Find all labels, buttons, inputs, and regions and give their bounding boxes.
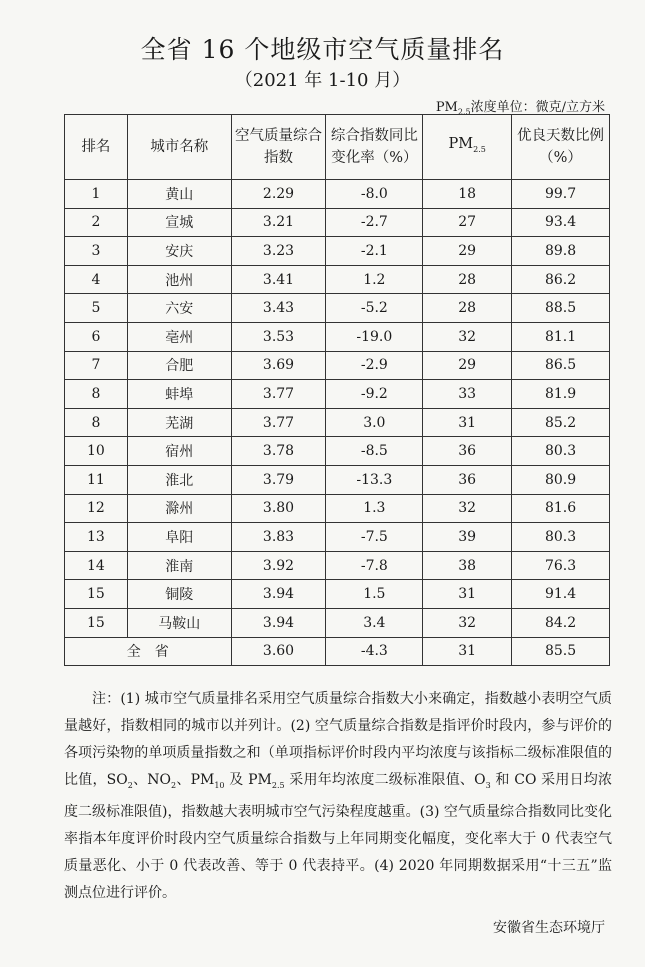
header-city: 城市名称 xyxy=(127,115,231,180)
cell-city: 淮北 xyxy=(127,465,231,494)
cell-index: 3.69 xyxy=(231,351,326,380)
cell-index: 3.23 xyxy=(231,237,326,266)
table-row xyxy=(65,551,610,580)
cell-change: -7.5 xyxy=(326,523,423,552)
cell-good-days: 86.2 xyxy=(512,265,610,294)
cell-good-days: 85.2 xyxy=(512,408,610,437)
cell-rank: 13 xyxy=(65,523,128,552)
cell-pm25: 39 xyxy=(423,523,512,552)
cell-index: 2.29 xyxy=(231,180,326,209)
cell-city: 池州 xyxy=(127,265,231,294)
table-row xyxy=(65,465,610,494)
cell-good-days: 84.2 xyxy=(512,608,610,637)
cell-city: 宿州 xyxy=(127,437,231,466)
cell-good-days: 99.7 xyxy=(512,180,610,209)
cell-change: -7.8 xyxy=(326,551,423,580)
total-index: 3.60 xyxy=(231,637,326,666)
table-row xyxy=(65,322,610,351)
cell-index: 3.77 xyxy=(231,380,326,409)
cell-good-days: 89.8 xyxy=(512,237,610,266)
notes-paragraph: 注：(1) 城市空气质量排名采用空气质量综合指数大小来确定，指数越小表明空气质量越好，指数相同的城市以并列计。(2) 空气质量综合指数是指评价时段内，参与评价的各项污染物的单项质量指数之和（单项指标评价时段内平均浓度与该指标二级标准限值的比值，$SO_2$、$NO_2$、$PM_{10}$ 及 $PM_{2.5}$ 采用年均浓度二级标准限值、$O_3$ 和 CO 采用日均浓度二级标准限值)，指数越大表明城市空气污染程度越重。(3) 空气质量综合指数同比变化率指本年度评价时段内空气质量综合指数与上年同期变化幅度，变化率大于 0 代表空气质量恶化、小于 0 代表改善、等于 0 代表持平。(4) 2020 年同期数据采用“十三五”监测点位进行评价。 xyxy=(64,691,613,901)
cell-city: 黄山 xyxy=(127,180,231,209)
table-row xyxy=(65,494,610,523)
cell-index: 3.41 xyxy=(231,265,326,294)
cell-good-days: 81.9 xyxy=(512,380,610,409)
cell-change: 1.3 xyxy=(326,494,423,523)
header-rank: 排名 xyxy=(65,115,128,180)
cell-good-days: 86.5 xyxy=(512,351,610,380)
cell-change: -19.0 xyxy=(326,322,423,351)
cell-index: 3.94 xyxy=(231,608,326,637)
table-header xyxy=(65,115,610,180)
table-row xyxy=(65,608,610,637)
page-subtitle: （2021 年 1-10 月） xyxy=(234,70,411,91)
cell-rank: 5 xyxy=(65,294,128,323)
cell-pm25: 33 xyxy=(423,380,512,409)
table-row xyxy=(65,351,610,380)
cell-pm25: 36 xyxy=(423,465,512,494)
cell-rank: 8 xyxy=(65,408,128,437)
cell-change: 1.2 xyxy=(326,265,423,294)
table-row xyxy=(65,523,610,552)
total-pm25: 31 xyxy=(423,637,512,666)
cell-good-days: 91.4 xyxy=(512,580,610,609)
table-row xyxy=(65,180,610,209)
total-good-days: 85.5 xyxy=(512,637,610,666)
cell-rank: 2 xyxy=(65,208,128,237)
header-change: 综合指数同比变化率（%） xyxy=(326,115,423,180)
cell-city: 亳州 xyxy=(127,322,231,351)
header-good-days: 优良天数比例（%） xyxy=(512,115,610,180)
cell-pm25: 18 xyxy=(423,180,512,209)
total-change: -4.3 xyxy=(326,637,423,666)
cell-city: 宣城 xyxy=(127,208,231,237)
cell-city: 阜阳 xyxy=(127,523,231,552)
cell-good-days: 81.6 xyxy=(512,494,610,523)
cell-index: 3.83 xyxy=(231,523,326,552)
cell-pm25: 32 xyxy=(423,608,512,637)
cell-city: 安庆 xyxy=(127,237,231,266)
cell-rank: 6 xyxy=(65,322,128,351)
cell-change: -8.5 xyxy=(326,437,423,466)
ranking-table xyxy=(64,114,610,666)
cell-rank: 7 xyxy=(65,351,128,380)
cell-rank: 3 xyxy=(65,237,128,266)
cell-pm25: 31 xyxy=(423,408,512,437)
cell-index: 3.92 xyxy=(231,551,326,580)
table-row xyxy=(65,380,610,409)
table-row xyxy=(65,237,610,266)
cell-city: 六安 xyxy=(127,294,231,323)
table-row-total xyxy=(65,637,610,666)
cell-index: 3.43 xyxy=(231,294,326,323)
cell-pm25: 36 xyxy=(423,437,512,466)
cell-pm25: 28 xyxy=(423,265,512,294)
page-title: 全省 16 个地级市空气质量排名 xyxy=(140,35,505,64)
cell-rank: 11 xyxy=(65,465,128,494)
cell-rank: 14 xyxy=(65,551,128,580)
cell-pm25: 38 xyxy=(423,551,512,580)
table-row xyxy=(65,265,610,294)
cell-rank: 10 xyxy=(65,437,128,466)
cell-good-days: 80.9 xyxy=(512,465,610,494)
cell-pm25: 32 xyxy=(423,322,512,351)
issuer-name: 安徽省生态环境厅 xyxy=(493,920,605,936)
cell-rank: 15 xyxy=(65,608,128,637)
cell-city: 铜陵 xyxy=(127,580,231,609)
cell-city: 芜湖 xyxy=(127,408,231,437)
cell-city: 淮南 xyxy=(127,551,231,580)
cell-index: 3.77 xyxy=(231,408,326,437)
cell-rank: 12 xyxy=(65,494,128,523)
cell-pm25: 32 xyxy=(423,494,512,523)
table-row xyxy=(65,208,610,237)
total-label: 全 省 xyxy=(65,637,232,666)
cell-good-days: 88.5 xyxy=(512,294,610,323)
cell-change: -8.0 xyxy=(326,180,423,209)
cell-change: 3.4 xyxy=(326,608,423,637)
cell-pm25: 29 xyxy=(423,351,512,380)
cell-good-days: 81.1 xyxy=(512,322,610,351)
table-row xyxy=(65,408,610,437)
cell-change: -2.1 xyxy=(326,237,423,266)
cell-change: 3.0 xyxy=(326,408,423,437)
cell-good-days: 80.3 xyxy=(512,523,610,552)
cell-change: -9.2 xyxy=(326,380,423,409)
cell-rank: 1 xyxy=(65,180,128,209)
cell-rank: 15 xyxy=(65,580,128,609)
cell-city: 滁州 xyxy=(127,494,231,523)
cell-index: 3.21 xyxy=(231,208,326,237)
cell-index: 3.80 xyxy=(231,494,326,523)
cell-change: 1.5 xyxy=(326,580,423,609)
cell-change: -13.3 xyxy=(326,465,423,494)
cell-change: -2.7 xyxy=(326,208,423,237)
cell-city: 马鞍山 xyxy=(127,608,231,637)
cell-index: 3.53 xyxy=(231,322,326,351)
cell-pm25: 29 xyxy=(423,237,512,266)
header-pm25: $PM_{2.5}$ xyxy=(423,115,512,180)
cell-rank: 4 xyxy=(65,265,128,294)
cell-city: 蚌埠 xyxy=(127,380,231,409)
cell-rank: 8 xyxy=(65,380,128,409)
table-row xyxy=(65,294,610,323)
table-row xyxy=(65,580,610,609)
cell-change: -2.9 xyxy=(326,351,423,380)
cell-change: -5.2 xyxy=(326,294,423,323)
table-body xyxy=(65,180,610,666)
cell-good-days: 93.4 xyxy=(512,208,610,237)
cell-pm25: 27 xyxy=(423,208,512,237)
cell-index: 3.78 xyxy=(231,437,326,466)
unit-note: $PM_{2.5}$浓度单位：微克/立方米 xyxy=(435,100,605,117)
table-row xyxy=(65,437,610,466)
cell-good-days: 76.3 xyxy=(512,551,610,580)
header-index: 空气质量综合指数 xyxy=(231,115,326,180)
cell-pm25: 31 xyxy=(423,580,512,609)
cell-city: 合肥 xyxy=(127,351,231,380)
cell-index: 3.94 xyxy=(231,580,326,609)
cell-pm25: 28 xyxy=(423,294,512,323)
cell-good-days: 80.3 xyxy=(512,437,610,466)
cell-index: 3.79 xyxy=(231,465,326,494)
